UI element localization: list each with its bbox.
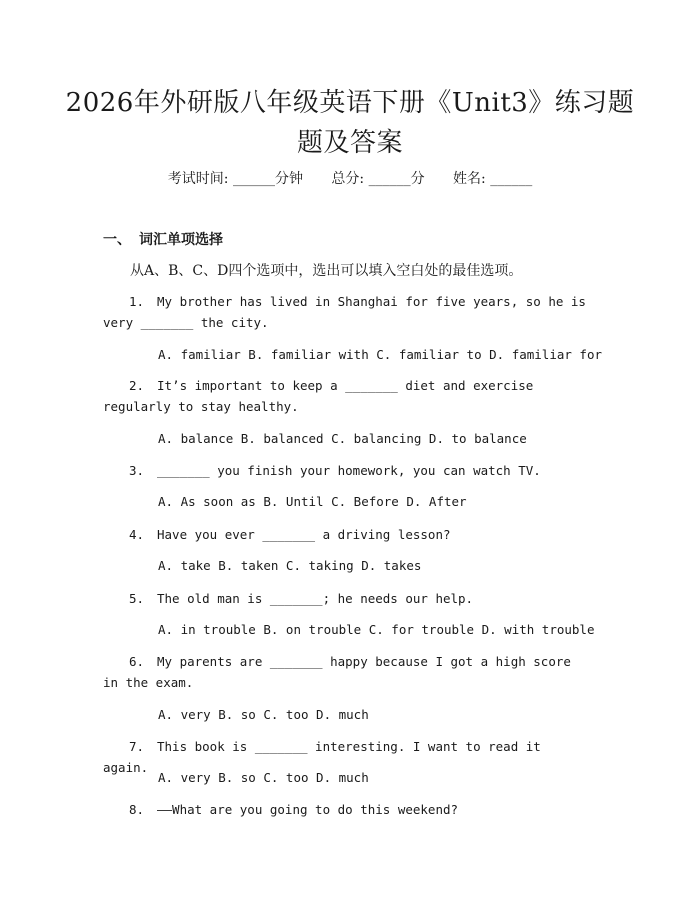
question-7-options: A. very B. so C. too D. much	[158, 770, 369, 785]
question-3	[103, 460, 593, 481]
question-number: 2.	[129, 378, 145, 393]
name-field: 姓名: ______	[453, 171, 533, 187]
question-text: ——What are you going to do this weekend?	[157, 802, 459, 817]
question-number: 7.	[129, 739, 145, 754]
section-title: 词汇单项选择	[139, 232, 223, 248]
exam-meta	[0, 170, 700, 188]
question-1	[103, 291, 593, 333]
question-number: 6.	[129, 654, 145, 669]
total-score-field: 总分: ______分	[331, 171, 425, 187]
question-4-options: A. take B. taken C. taking D. takes	[158, 558, 422, 573]
section-number: 一、	[103, 232, 131, 248]
question-text: The old man is _______; he needs our help.	[157, 591, 474, 606]
question-number: 3.	[129, 463, 145, 478]
question-2	[103, 375, 593, 417]
section-heading	[103, 231, 223, 249]
question-5	[103, 588, 593, 609]
question-4	[103, 524, 593, 545]
question-6-options: A. very B. so C. too D. much	[158, 707, 369, 722]
question-2-options: A. balance B. balanced C. balancing D. to balance	[158, 431, 527, 446]
section-instruction: 从A、B、C、D四个选项中，选出可以填入空白处的最佳选项。	[130, 263, 523, 279]
question-number: 5.	[129, 591, 145, 606]
question-text: This book is _______ interesting. I want to read it again.	[103, 739, 541, 775]
question-8	[103, 799, 593, 820]
question-number: 4.	[129, 527, 145, 542]
question-3-options: A. As soon as B. Until C. Before D. After	[158, 494, 467, 509]
question-text: My parents are _______ happy because I got a high score in the exam.	[103, 654, 571, 690]
question-number: 1.	[129, 294, 145, 309]
question-1-options: A. familiar B. familiar with C. familiar to D. familiar for	[158, 347, 603, 362]
question-text: _______ you finish your homework, you can watch TV.	[157, 463, 541, 478]
question-5-options: A. in trouble B. on trouble C. for trouble D. with trouble	[158, 622, 595, 637]
question-text: My brother has lived in Shanghai for five years, so he is very _______ the city.	[103, 294, 586, 330]
question-6	[103, 651, 593, 693]
page-title: 2026年外研版八年级英语下册《Unit3》练习题题及答案	[65, 88, 635, 158]
exam-time-field: 考试时间: ______分钟	[167, 171, 303, 187]
question-text: It’s important to keep a _______ diet and exercise regularly to stay healthy.	[103, 378, 534, 414]
question-text: Have you ever _______ a driving lesson?	[157, 527, 451, 542]
question-number: 8.	[129, 802, 145, 817]
